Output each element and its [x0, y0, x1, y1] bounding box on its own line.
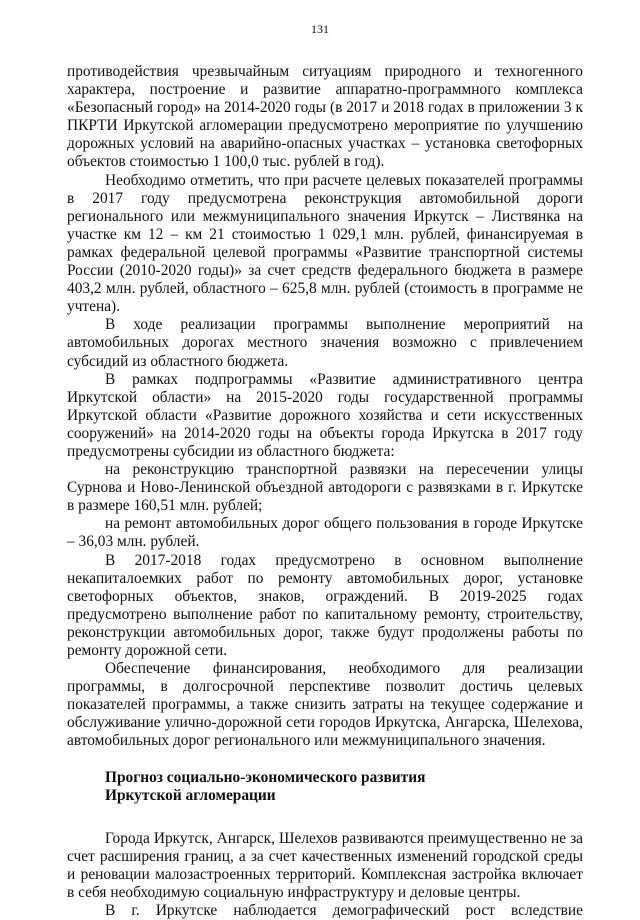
paragraph-subsidy-interchange: на реконструкцию транспортной развязки на пересечении улицы Сурнова и Ново-Ленинской объездной автодороги с развязками в г. Иркутске в размере 160,51 млн. рублей;: [67, 461, 583, 515]
section-heading-line-2: Иркутской агломерации: [105, 786, 276, 804]
paragraph-subsidy-repair: на ремонт автомобильных дорог общего пользования в городе Иркутске – 36,03 млн. рублей.: [67, 515, 583, 551]
page-number: 131: [311, 22, 329, 36]
paragraph-financing: Обеспечение финансирования, необходимого для реализации программы, в долгосрочной перспективе позволит достичь целевых показателей программы, а также снизить затраты на текущее содержание и обслуживание улично-дорожной сети городов Иркутска, Ангарска, Шелехова, автомобильных дорог регионального или межмуниципального значения.: [67, 660, 583, 750]
paragraph-city-development: Города Иркутск, Ангарск, Шелехов развиваются преимущественно не за счет расширения границ, а за счет качественных изменений городской среды и реновации малозастроенных территорий. Комплексная застройка включает в себя необходимую социальную инфраструктуру и деловые центры.: [67, 829, 583, 902]
paragraph-demographic-growth: В г. Иркутске наблюдается демографический рост вследствие: [105, 902, 583, 920]
paragraph-continuation: противодействия чрезвычайным ситуациям природного и техногенного характера, построение и развитие аппаратно-программного комплекса «Безопасный город» на 2014-2020 годы (в 2017 и 2018 годах в приложении 3 к ПКРТИ Иркутской агломерации предусмотрено мероприятие по улучшению дорожных условий на аварийно-опасных участках – установка светофорных объектов стоимостью 1 100,0 тыс. рублей в год).: [67, 63, 583, 171]
section-heading: [67, 769, 583, 805]
paragraph-subprogram: В рамках подпрограммы «Развитие административного центра Иркутской области» на 2015-2020 годы государственной программы Иркутской области «Развитие дорожного хозяйства и сети искусственных сооружений» на 2014-2020 годы на объекты города Иркутска в 2017 году предусмотрены субсидии из областного бюджета:: [67, 370, 583, 460]
section-heading-line-1: Прогноз социально-экономического развития: [105, 768, 426, 786]
paragraph-works-schedule: В 2017-2018 годах предусмотрено в основном выполнение некапиталоемких работ по ремонту автомобильных дорог, установке светофорных объектов, знаков, ограждений. В 2019-2025 годах предусмотрено выполнение работ по капитальному ремонту, строительству, реконструкции автомобильных дорог, также будут продолжены работы по ремонту дорожной сети.: [67, 551, 583, 659]
paragraph-reconstruction-road: Необходимо отметить, что при расчете целевых показателей программы в 2017 году предусмотрена реконструкция автомобильной дороги регионального или межмуниципального значения Иркутск – Листвянка на участке км 12 – км 21 стоимостью 1 029,1 млн. рублей, финансируемая в рамках федеральной целевой программы «Развитие транспортной системы России (2010-2020 годы)» за счет средств федерального бюджета в размере 403,2 млн. рублей, областного – 625,8 млн. рублей (стоимость в программе не учтена).: [67, 171, 583, 316]
document-body: [67, 63, 583, 920]
paragraph-local-roads: В ходе реализации программы выполнение мероприятий на автомобильных дорогах местного значения возможно с привлечением субсидий из областного бюджета.: [67, 316, 583, 370]
